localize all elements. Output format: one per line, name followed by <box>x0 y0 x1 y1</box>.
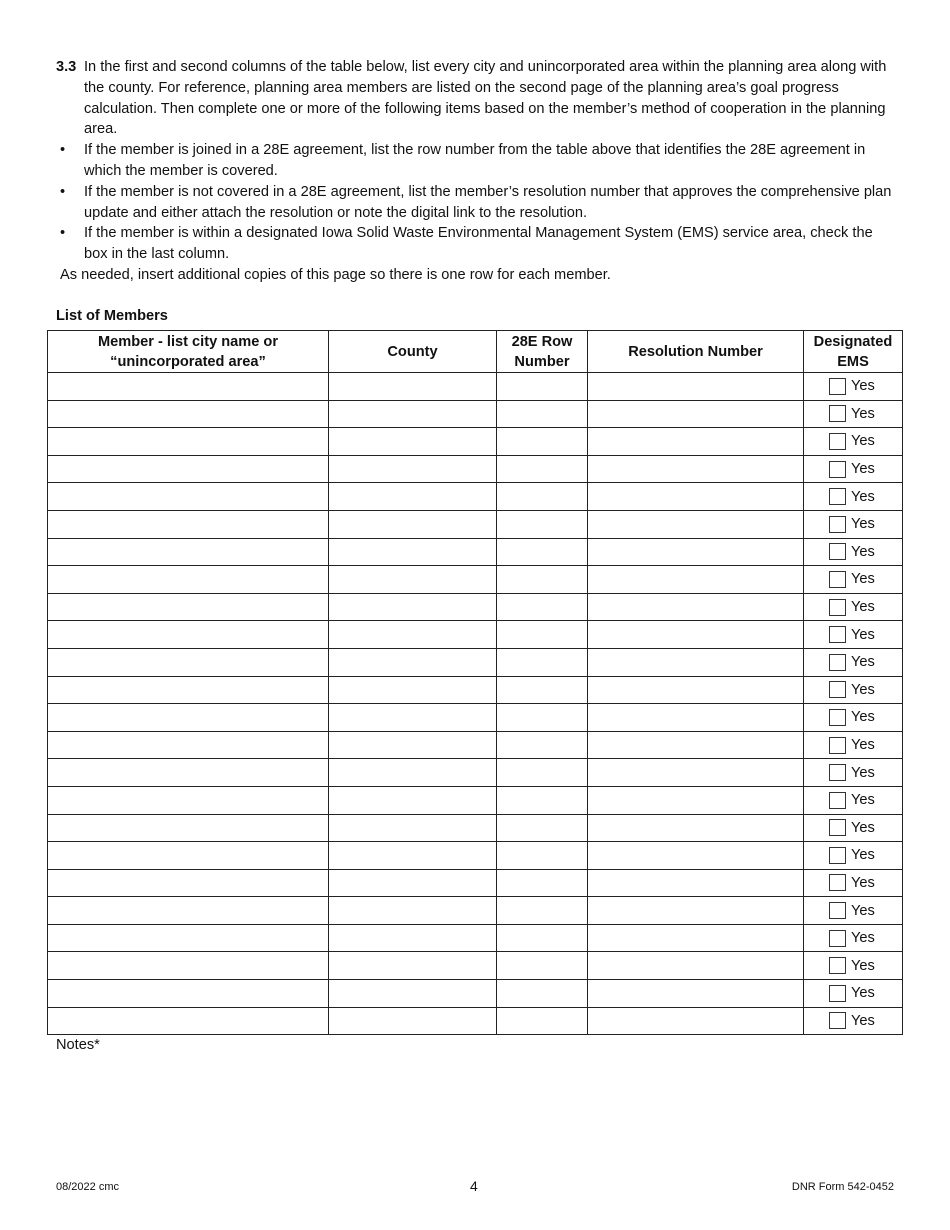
designated-ems-cell <box>804 373 903 401</box>
ems-checkbox-group <box>804 378 902 395</box>
ems-checkbox-label: Yes <box>851 571 875 588</box>
ems-checkbox-group <box>804 654 902 671</box>
designated-ems-cell <box>804 980 903 1008</box>
resolution-number-cell[interactable] <box>588 759 804 787</box>
ems-checkbox[interactable] <box>829 985 846 1002</box>
member-name-cell[interactable] <box>48 510 329 538</box>
ems-checkbox[interactable] <box>829 874 846 891</box>
county-cell[interactable] <box>329 455 497 483</box>
28e-row-cell[interactable] <box>497 924 588 952</box>
resolution-number-cell[interactable] <box>588 704 804 732</box>
ems-checkbox-label: Yes <box>851 654 875 671</box>
member-name-cell[interactable] <box>48 483 329 511</box>
ems-checkbox-group <box>804 737 902 754</box>
ems-checkbox-group <box>804 626 902 643</box>
table-row <box>48 759 903 787</box>
table-row <box>48 897 903 925</box>
county-cell[interactable] <box>329 731 497 759</box>
ems-checkbox-label: Yes <box>851 764 875 781</box>
instruction-bullets <box>56 140 896 265</box>
resolution-number-cell[interactable] <box>588 980 804 1008</box>
page-number: 4 <box>470 1178 478 1194</box>
28e-row-cell[interactable] <box>497 980 588 1008</box>
county-cell[interactable] <box>329 814 497 842</box>
member-name-cell[interactable] <box>48 676 329 704</box>
28e-row-cell[interactable] <box>497 621 588 649</box>
28e-row-cell[interactable] <box>497 814 588 842</box>
ems-checkbox[interactable] <box>829 571 846 588</box>
ems-checkbox-label: Yes <box>851 543 875 560</box>
county-cell[interactable] <box>329 621 497 649</box>
member-name-cell[interactable] <box>48 704 329 732</box>
resolution-number-cell[interactable] <box>588 538 804 566</box>
28e-row-cell[interactable] <box>497 428 588 456</box>
designated-ems-cell <box>804 455 903 483</box>
ems-checkbox[interactable] <box>829 1012 846 1029</box>
28e-row-cell[interactable] <box>497 897 588 925</box>
member-name-cell[interactable] <box>48 538 329 566</box>
ems-checkbox[interactable] <box>829 764 846 781</box>
ems-checkbox[interactable] <box>829 792 846 809</box>
table-row <box>48 704 903 732</box>
footer-date: 08/2022 cmc <box>56 1181 119 1193</box>
ems-checkbox[interactable] <box>829 378 846 395</box>
ems-checkbox-label: Yes <box>851 516 875 533</box>
designated-ems-cell <box>804 759 903 787</box>
ems-checkbox-label: Yes <box>851 461 875 478</box>
bullet-item <box>56 223 896 265</box>
member-name-cell[interactable] <box>48 897 329 925</box>
28e-row-cell[interactable] <box>497 566 588 594</box>
table-row <box>48 676 903 704</box>
28e-row-cell[interactable] <box>497 676 588 704</box>
ems-checkbox-group <box>804 764 902 781</box>
member-name-cell[interactable] <box>48 952 329 980</box>
county-cell[interactable] <box>329 924 497 952</box>
ems-checkbox-group <box>804 461 902 478</box>
ems-checkbox-label: Yes <box>851 488 875 505</box>
bullet-text: If the member is not covered in a 28E agreement, list the member’s resolution number that approves the comprehensive plan update and either attach the resolution or note the digital link to the resolution. <box>84 183 892 221</box>
ems-checkbox-label: Yes <box>851 792 875 809</box>
28e-row-cell[interactable] <box>497 373 588 401</box>
28e-row-cell[interactable] <box>497 952 588 980</box>
county-cell[interactable] <box>329 566 497 594</box>
ems-checkbox[interactable] <box>829 433 846 450</box>
ems-checkbox-group <box>804 571 902 588</box>
ems-checkbox-label: Yes <box>851 874 875 891</box>
county-cell[interactable] <box>329 759 497 787</box>
ems-checkbox-group <box>804 874 902 891</box>
ems-checkbox-label: Yes <box>851 957 875 974</box>
designated-ems-cell <box>804 428 903 456</box>
table-row <box>48 400 903 428</box>
ems-checkbox-group <box>804 433 902 450</box>
ems-checkbox-group <box>804 847 902 864</box>
28e-row-cell[interactable] <box>497 455 588 483</box>
table-row <box>48 648 903 676</box>
member-name-cell[interactable] <box>48 593 329 621</box>
table-header-row <box>48 331 903 373</box>
ems-checkbox-group <box>804 681 902 698</box>
resolution-number-cell[interactable] <box>588 814 804 842</box>
county-cell[interactable] <box>329 648 497 676</box>
resolution-number-cell[interactable] <box>588 731 804 759</box>
designated-ems-cell <box>804 786 903 814</box>
table-row <box>48 869 903 897</box>
resolution-number-cell[interactable] <box>588 648 804 676</box>
resolution-number-cell[interactable] <box>588 842 804 870</box>
ems-checkbox[interactable] <box>829 516 846 533</box>
member-name-cell[interactable] <box>48 428 329 456</box>
28e-row-cell[interactable] <box>497 538 588 566</box>
table-title: List of Members <box>56 308 168 324</box>
designated-ems-cell <box>804 897 903 925</box>
county-cell[interactable] <box>329 897 497 925</box>
ems-checkbox-group <box>804 985 902 1002</box>
member-name-cell[interactable] <box>48 373 329 401</box>
designated-ems-cell <box>804 924 903 952</box>
28e-row-cell[interactable] <box>497 731 588 759</box>
member-name-cell[interactable] <box>48 400 329 428</box>
ems-checkbox-label: Yes <box>851 985 875 1002</box>
members-table <box>47 330 903 1035</box>
resolution-number-cell[interactable] <box>588 455 804 483</box>
resolution-number-cell[interactable] <box>588 869 804 897</box>
member-name-cell[interactable] <box>48 980 329 1008</box>
ems-checkbox[interactable] <box>829 654 846 671</box>
table-row <box>48 593 903 621</box>
table-row <box>48 621 903 649</box>
section-3-3 <box>56 57 896 286</box>
member-name-cell[interactable] <box>48 786 329 814</box>
resolution-number-cell[interactable] <box>588 483 804 511</box>
ems-checkbox-label: Yes <box>851 626 875 643</box>
ems-checkbox-label: Yes <box>851 681 875 698</box>
county-cell[interactable] <box>329 676 497 704</box>
ems-checkbox[interactable] <box>829 461 846 478</box>
member-name-cell[interactable] <box>48 759 329 787</box>
ems-checkbox-group <box>804 709 902 726</box>
designated-ems-cell <box>804 648 903 676</box>
ems-checkbox[interactable] <box>829 847 846 864</box>
bullet-item <box>56 182 896 224</box>
member-name-cell[interactable] <box>48 621 329 649</box>
ems-checkbox-group <box>804 1012 902 1029</box>
designated-ems-cell <box>804 400 903 428</box>
resolution-number-cell[interactable] <box>588 373 804 401</box>
table-row <box>48 510 903 538</box>
resolution-number-cell[interactable] <box>588 621 804 649</box>
ems-checkbox[interactable] <box>829 681 846 698</box>
county-cell[interactable] <box>329 373 497 401</box>
bullet-text: If the member is joined in a 28E agreement, list the row number from the table above that identifies the 28E agreement in which the member is covered. <box>84 142 866 179</box>
designated-ems-cell <box>804 869 903 897</box>
ems-checkbox-label: Yes <box>851 930 875 947</box>
designated-ems-cell <box>804 952 903 980</box>
column-header-member: Member - list city name or “unincorporated area” <box>48 331 329 373</box>
table-row <box>48 952 903 980</box>
county-cell[interactable] <box>329 952 497 980</box>
designated-ems-cell <box>804 814 903 842</box>
member-name-cell[interactable] <box>48 842 329 870</box>
ems-checkbox[interactable] <box>829 488 846 505</box>
ems-checkbox[interactable] <box>829 957 846 974</box>
designated-ems-cell <box>804 1007 903 1035</box>
table-row <box>48 814 903 842</box>
28e-row-cell[interactable] <box>497 510 588 538</box>
county-cell[interactable] <box>329 869 497 897</box>
table-row <box>48 428 903 456</box>
column-header-ems: Designated EMS <box>804 331 903 373</box>
resolution-number-cell[interactable] <box>588 428 804 456</box>
section-intro-row <box>56 57 896 140</box>
ems-checkbox-group <box>804 957 902 974</box>
resolution-number-cell[interactable] <box>588 400 804 428</box>
county-cell[interactable] <box>329 1007 497 1035</box>
bullet-text: If the member is within a designated Iowa Solid Waste Environmental Management System (EMS) service area, check the box in the last column. <box>84 225 873 263</box>
table-row <box>48 786 903 814</box>
28e-row-cell[interactable] <box>497 842 588 870</box>
county-cell[interactable] <box>329 786 497 814</box>
28e-row-cell[interactable] <box>497 483 588 511</box>
table-row <box>48 980 903 1008</box>
28e-row-cell[interactable] <box>497 786 588 814</box>
county-cell[interactable] <box>329 704 497 732</box>
resolution-number-cell[interactable] <box>588 676 804 704</box>
section-closing-text: As needed, insert additional copies of this page so there is one row for each member. <box>60 266 611 283</box>
county-cell[interactable] <box>329 510 497 538</box>
ems-checkbox-label: Yes <box>851 433 875 450</box>
resolution-number-cell[interactable] <box>588 593 804 621</box>
ems-checkbox-label: Yes <box>851 709 875 726</box>
column-header-resolution: Resolution Number <box>588 331 804 373</box>
bullet-icon: • <box>60 225 66 242</box>
column-header-county: County <box>329 331 497 373</box>
county-cell[interactable] <box>329 593 497 621</box>
county-cell[interactable] <box>329 842 497 870</box>
designated-ems-cell <box>804 483 903 511</box>
ems-checkbox-group <box>804 488 902 505</box>
county-cell[interactable] <box>329 400 497 428</box>
ems-checkbox[interactable] <box>829 709 846 726</box>
ems-checkbox-label: Yes <box>851 819 875 836</box>
member-name-cell[interactable] <box>48 648 329 676</box>
designated-ems-cell <box>804 593 903 621</box>
designated-ems-cell <box>804 842 903 870</box>
bullet-icon: • <box>60 142 66 159</box>
county-cell[interactable] <box>329 428 497 456</box>
bullet-icon: • <box>60 183 66 200</box>
bullet-item <box>56 140 896 182</box>
table-row <box>48 455 903 483</box>
ems-checkbox[interactable] <box>829 543 846 560</box>
table-row <box>48 924 903 952</box>
ems-checkbox-label: Yes <box>851 599 875 616</box>
ems-checkbox-group <box>804 819 902 836</box>
table-row <box>48 842 903 870</box>
table-row <box>48 483 903 511</box>
designated-ems-cell <box>804 621 903 649</box>
resolution-number-cell[interactable] <box>588 952 804 980</box>
table-row <box>48 1007 903 1035</box>
ems-checkbox[interactable] <box>829 405 846 422</box>
column-header-28e-row: 28E Row Number <box>497 331 588 373</box>
ems-checkbox[interactable] <box>829 819 846 836</box>
ems-checkbox-label: Yes <box>851 378 875 395</box>
notes-label: Notes* <box>56 1037 100 1053</box>
county-cell[interactable] <box>329 980 497 1008</box>
table-row <box>48 731 903 759</box>
member-name-cell[interactable] <box>48 455 329 483</box>
resolution-number-cell[interactable] <box>588 897 804 925</box>
designated-ems-cell <box>804 731 903 759</box>
member-name-cell[interactable] <box>48 869 329 897</box>
ems-checkbox-group <box>804 516 902 533</box>
resolution-number-cell[interactable] <box>588 566 804 594</box>
ems-checkbox-group <box>804 792 902 809</box>
ems-checkbox-label: Yes <box>851 902 875 919</box>
ems-checkbox-label: Yes <box>851 1012 875 1029</box>
member-name-cell[interactable] <box>48 566 329 594</box>
ems-checkbox-group <box>804 405 902 422</box>
ems-checkbox[interactable] <box>829 902 846 919</box>
ems-checkbox[interactable] <box>829 930 846 947</box>
form-number: DNR Form 542-0452 <box>791 1181 894 1193</box>
ems-checkbox-group <box>804 930 902 947</box>
resolution-number-cell[interactable] <box>588 924 804 952</box>
member-name-cell[interactable] <box>48 924 329 952</box>
designated-ems-cell <box>804 676 903 704</box>
28e-row-cell[interactable] <box>497 593 588 621</box>
section-number: 3.3 <box>56 59 77 75</box>
member-name-cell[interactable] <box>48 1007 329 1035</box>
ems-checkbox-group <box>804 599 902 616</box>
member-name-cell[interactable] <box>48 814 329 842</box>
members-table-body <box>48 373 903 1035</box>
28e-row-cell[interactable] <box>497 704 588 732</box>
resolution-number-cell[interactable] <box>588 1007 804 1035</box>
resolution-number-cell[interactable] <box>588 786 804 814</box>
ems-checkbox[interactable] <box>829 599 846 616</box>
designated-ems-cell <box>804 538 903 566</box>
designated-ems-cell <box>804 510 903 538</box>
ems-checkbox[interactable] <box>829 737 846 754</box>
ems-checkbox-group <box>804 902 902 919</box>
county-cell[interactable] <box>329 538 497 566</box>
28e-row-cell[interactable] <box>497 869 588 897</box>
ems-checkbox-label: Yes <box>851 737 875 754</box>
county-cell[interactable] <box>329 483 497 511</box>
member-name-cell[interactable] <box>48 731 329 759</box>
ems-checkbox-group <box>804 543 902 560</box>
designated-ems-cell <box>804 566 903 594</box>
section-intro-text: In the first and second columns of the table below, list every city and unincorporated area within the planning area along with the county. For reference, planning area members are listed on the second page of the planning area’s goal progress calculation. Then complete one or more of the following items based on the member’s method of cooperation in the planning area. <box>84 59 887 138</box>
ems-checkbox-label: Yes <box>851 847 875 864</box>
28e-row-cell[interactable] <box>497 1007 588 1035</box>
table-row <box>48 566 903 594</box>
table-row <box>48 538 903 566</box>
ems-checkbox[interactable] <box>829 626 846 643</box>
table-row <box>48 373 903 401</box>
designated-ems-cell <box>804 704 903 732</box>
resolution-number-cell[interactable] <box>588 510 804 538</box>
28e-row-cell[interactable] <box>497 759 588 787</box>
28e-row-cell[interactable] <box>497 400 588 428</box>
28e-row-cell[interactable] <box>497 648 588 676</box>
ems-checkbox-label: Yes <box>851 405 875 422</box>
